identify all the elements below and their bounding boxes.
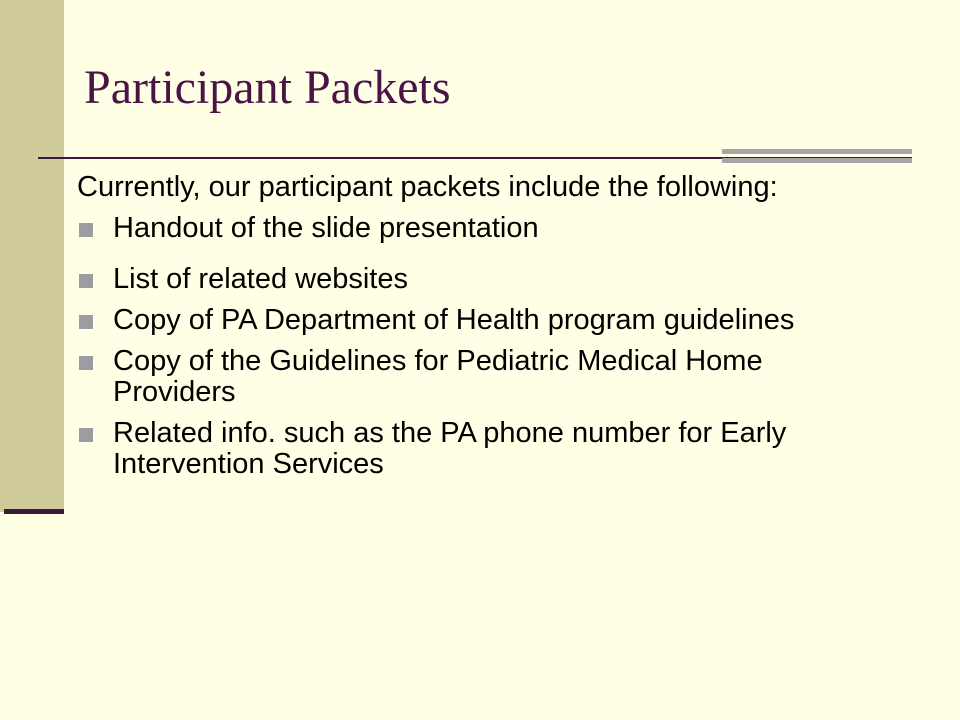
square-bullet-icon xyxy=(79,223,93,237)
square-bullet-icon xyxy=(79,274,93,288)
list-item xyxy=(77,346,857,408)
list-item xyxy=(77,418,857,480)
intro-text: Currently, our participant packets include the following: xyxy=(77,171,778,203)
side-accent-divider xyxy=(64,0,67,512)
list-item-text: Handout of the slide presentation xyxy=(113,212,539,244)
slide-body xyxy=(77,172,857,490)
square-bullet-icon xyxy=(79,315,93,329)
side-accent-mark xyxy=(4,509,64,514)
bullet-list xyxy=(77,213,857,480)
list-item xyxy=(77,264,857,295)
list-item xyxy=(77,213,857,244)
list-item-text: List of related websites xyxy=(113,263,408,295)
side-accent-bar xyxy=(0,0,64,512)
title-underline-accent xyxy=(722,149,912,163)
list-item-text: Copy of PA Department of Health program guidelines xyxy=(113,304,795,336)
list-item-text: Related info. such as the PA phone number for Early Intervention Services xyxy=(113,417,787,480)
list-item-text: Copy of the Guidelines for Pediatric Medical Home Providers xyxy=(113,345,763,408)
list-item xyxy=(77,305,857,336)
slide-title: Participant Packets xyxy=(84,61,451,114)
square-bullet-icon xyxy=(79,428,93,442)
square-bullet-icon xyxy=(79,356,93,370)
